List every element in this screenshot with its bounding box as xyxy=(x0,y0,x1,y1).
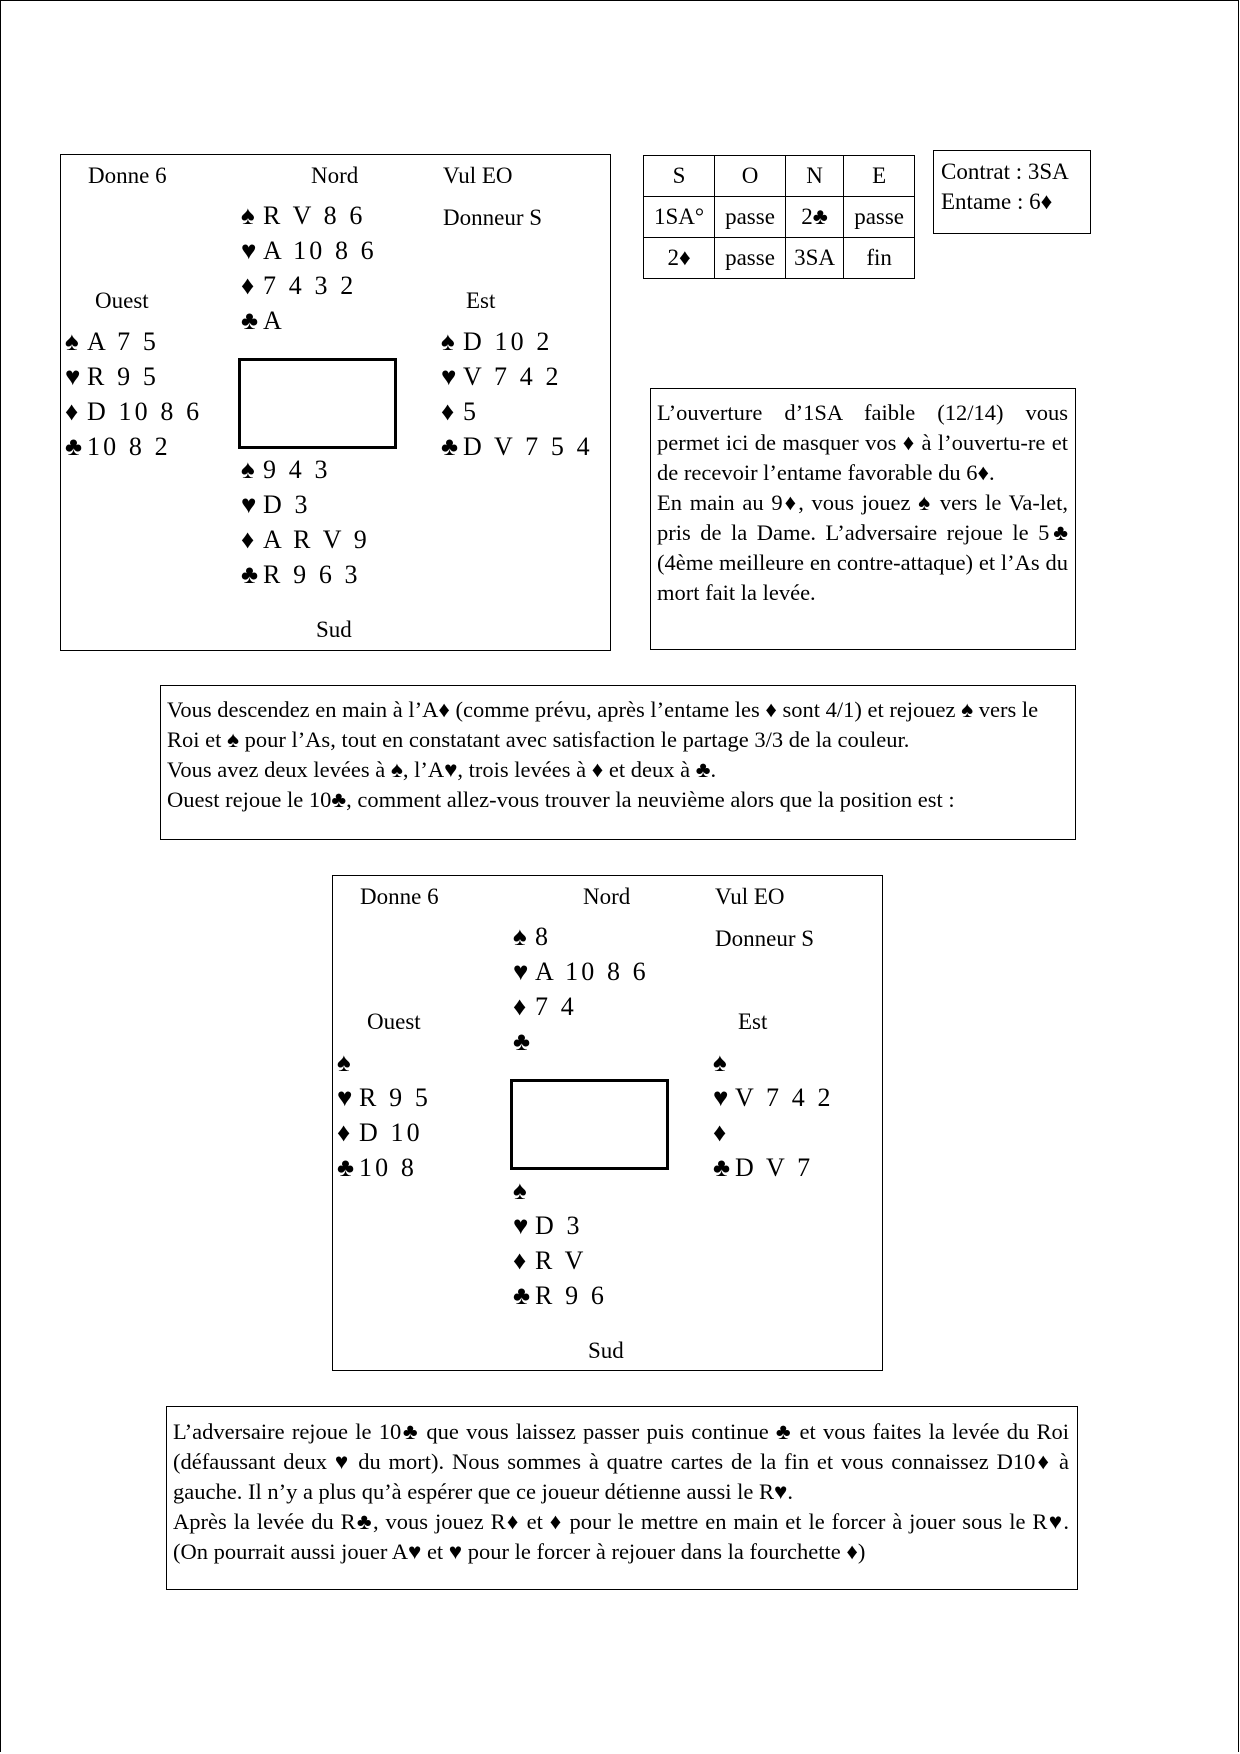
club-icon: ♣ xyxy=(441,432,459,461)
commentary-box-1 xyxy=(650,388,1076,650)
deal-diagram-2 xyxy=(332,875,883,1371)
east-hearts: ♥ V 7 4 2 xyxy=(713,1080,834,1115)
heart-icon: ♥ xyxy=(513,1211,529,1240)
south-clubs: ♣ R 9 6 3 xyxy=(241,557,370,592)
south-hearts: ♥ D 3 xyxy=(513,1208,607,1243)
spade-icon: ♠ xyxy=(65,327,79,356)
bidding-header: S xyxy=(644,156,715,197)
north-label: Nord xyxy=(311,163,359,188)
heart-icon: ♥ xyxy=(337,1083,353,1112)
west-hand xyxy=(65,324,202,464)
north-diamonds: ♦ 7 4 xyxy=(513,989,649,1024)
west-clubs: ♣ 10 8 2 xyxy=(65,429,202,464)
north-hearts: ♥ A 10 8 6 xyxy=(513,954,649,989)
east-label: Est xyxy=(466,288,496,313)
diamond-icon: ♦ xyxy=(65,397,79,426)
east-clubs: ♣ D V 7 xyxy=(713,1150,834,1185)
deal-number: Donne 6 xyxy=(88,163,167,188)
west-spades xyxy=(337,1045,431,1080)
commentary-paragraph: Vous avez deux levées à ♠, l’A♥, trois levées à ♦ et deux à ♣. xyxy=(167,757,717,782)
heart-icon: ♥ xyxy=(513,957,529,986)
bidding-table xyxy=(643,155,915,279)
bid-cell: 1SA° xyxy=(644,197,715,238)
south-label: Sud xyxy=(588,1338,624,1363)
west-diamonds: ♦ D 10 xyxy=(337,1115,431,1150)
south-spades xyxy=(513,1173,607,1208)
bidding-header: N xyxy=(785,156,843,197)
east-diamonds xyxy=(713,1115,834,1150)
spade-icon: ♠ xyxy=(441,327,455,356)
dealer: Donneur S xyxy=(715,926,815,951)
vulnerability: Vul EO xyxy=(443,163,513,188)
dealer: Donneur S xyxy=(443,205,543,230)
north-hand xyxy=(241,198,377,338)
west-diamonds: ♦ D 10 8 6 xyxy=(65,394,202,429)
east-clubs: ♣ D V 7 5 4 xyxy=(441,429,593,464)
west-hand xyxy=(337,1045,431,1185)
south-diamonds: ♦ R V xyxy=(513,1243,607,1278)
club-icon: ♣ xyxy=(65,432,83,461)
spade-icon: ♠ xyxy=(513,1176,527,1205)
bid-cell: passe xyxy=(715,238,786,279)
south-spades: ♠ 9 4 3 xyxy=(241,452,370,487)
opening-lead-text: Entame : 6♦ xyxy=(941,189,1053,214)
diamond-icon: ♦ xyxy=(337,1118,351,1147)
contract-text: Contrat : 3SA xyxy=(941,159,1069,184)
bid-cell: fin xyxy=(844,238,915,279)
west-hearts: ♥ R 9 5 xyxy=(337,1080,431,1115)
diamond-icon: ♦ xyxy=(513,1246,527,1275)
east-hand xyxy=(713,1045,834,1185)
bidding-header-row xyxy=(644,156,915,197)
heart-icon: ♥ xyxy=(241,236,257,265)
club-icon: ♣ xyxy=(513,1281,531,1310)
club-icon: ♣ xyxy=(241,306,259,335)
commentary-paragraph: L’adversaire rejoue le 10♣ que vous laissez passer puis continue ♣ et vous faites la levée du Roi (défaussant deux ♥ du mort). Nous sommes à quatre cartes de la fin et vous connaissez D10♦ à gauche. Il n’y a plus qu’à espérer que ce joueur détienne aussi le R♥. xyxy=(173,1419,1069,1504)
spade-icon: ♠ xyxy=(241,455,255,484)
heart-icon: ♥ xyxy=(441,362,457,391)
north-spades: ♠ R V 8 6 xyxy=(241,198,377,233)
north-label: Nord xyxy=(583,884,631,909)
heart-icon: ♥ xyxy=(65,362,81,391)
heart-icon: ♥ xyxy=(241,490,257,519)
card-table xyxy=(238,358,397,449)
south-label: Sud xyxy=(316,617,352,642)
commentary-box-3 xyxy=(166,1406,1078,1590)
north-clubs: ♣ A xyxy=(241,303,377,338)
south-hearts: ♥ D 3 xyxy=(241,487,370,522)
diamond-icon: ♦ xyxy=(241,525,255,554)
north-spades: ♠ 8 xyxy=(513,919,649,954)
north-diamonds: ♦ 7 4 3 2 xyxy=(241,268,377,303)
commentary-paragraph: Ouest rejoue le 10♣, comment allez-vous trouver la neuvième alors que la position est : xyxy=(167,787,955,812)
south-clubs: ♣ R 9 6 xyxy=(513,1278,607,1313)
deal-number: Donne 6 xyxy=(360,884,439,909)
contract-box xyxy=(933,150,1091,234)
bidding-row xyxy=(644,238,915,279)
club-icon: ♣ xyxy=(337,1153,355,1182)
south-diamonds: ♦ A R V 9 xyxy=(241,522,370,557)
north-hearts: ♥ A 10 8 6 xyxy=(241,233,377,268)
bid-cell: passe xyxy=(715,197,786,238)
commentary-paragraph: Vous descendez en main à l’A♦ (comme prévu, après l’entame les ♦ sont 4/1) et rejouez ♠ vers le Roi et ♠ pour l’As, tout en constatant avec satisfaction le partage 3/3 de la couleur. xyxy=(167,697,1039,752)
north-hand xyxy=(513,919,649,1059)
vulnerability: Vul EO xyxy=(715,884,785,909)
heart-icon: ♥ xyxy=(713,1083,729,1112)
west-label: Ouest xyxy=(95,288,149,313)
west-clubs: ♣ 10 8 xyxy=(337,1150,431,1185)
bidding-row xyxy=(644,197,915,238)
north-clubs xyxy=(513,1024,649,1059)
diamond-icon: ♦ xyxy=(713,1118,727,1147)
diamond-icon: ♦ xyxy=(441,397,455,426)
diamond-icon: ♦ xyxy=(241,271,255,300)
commentary-paragraph: En main au 9♦, vous jouez ♠ vers le Va-let, pris de la Dame. L’adversaire rejoue le 5♣ (4ème meilleure en contre-attaque) et l’As du mort fait la levée. xyxy=(657,490,1068,605)
south-hand xyxy=(513,1173,607,1313)
commentary-box-2 xyxy=(160,685,1076,840)
spade-icon: ♠ xyxy=(513,922,527,951)
east-hearts: ♥ V 7 4 2 xyxy=(441,359,593,394)
deal-diagram-1 xyxy=(60,154,611,651)
east-spades xyxy=(713,1045,834,1080)
bid-cell: passe xyxy=(844,197,915,238)
spade-icon: ♠ xyxy=(337,1048,351,1077)
card-table xyxy=(510,1079,669,1170)
club-icon: ♣ xyxy=(241,560,259,589)
east-diamonds: ♦ 5 xyxy=(441,394,593,429)
west-label: Ouest xyxy=(367,1009,421,1034)
east-hand xyxy=(441,324,593,464)
east-label: Est xyxy=(738,1009,768,1034)
west-hearts: ♥ R 9 5 xyxy=(65,359,202,394)
spade-icon: ♠ xyxy=(713,1048,727,1077)
west-spades: ♠ A 7 5 xyxy=(65,324,202,359)
spade-icon: ♠ xyxy=(241,201,255,230)
commentary-paragraph: L’ouverture d’1SA faible (12/14) vous permet ici de masquer vos ♦ à l’ouvertu-re et de recevoir l’entame favorable du 6♦. xyxy=(657,400,1068,485)
bidding-header: E xyxy=(844,156,915,197)
commentary-paragraph: Après la levée du R♣, vous jouez R♦ et ♦ pour le mettre en main et le forcer à jouer sous le R♥. (On pourrait aussi jouer A♥ et ♥ pour le forcer à rejouer dans la fourchette ♦) xyxy=(173,1509,1069,1564)
bidding-header: O xyxy=(715,156,786,197)
club-icon: ♣ xyxy=(513,1027,531,1056)
bid-cell: 2♣ xyxy=(785,197,843,238)
east-spades: ♠ D 10 2 xyxy=(441,324,593,359)
club-icon: ♣ xyxy=(713,1153,731,1182)
diamond-icon: ♦ xyxy=(513,992,527,1021)
bid-cell: 2♦ xyxy=(644,238,715,279)
south-hand xyxy=(241,452,370,592)
bid-cell: 3SA xyxy=(785,238,843,279)
